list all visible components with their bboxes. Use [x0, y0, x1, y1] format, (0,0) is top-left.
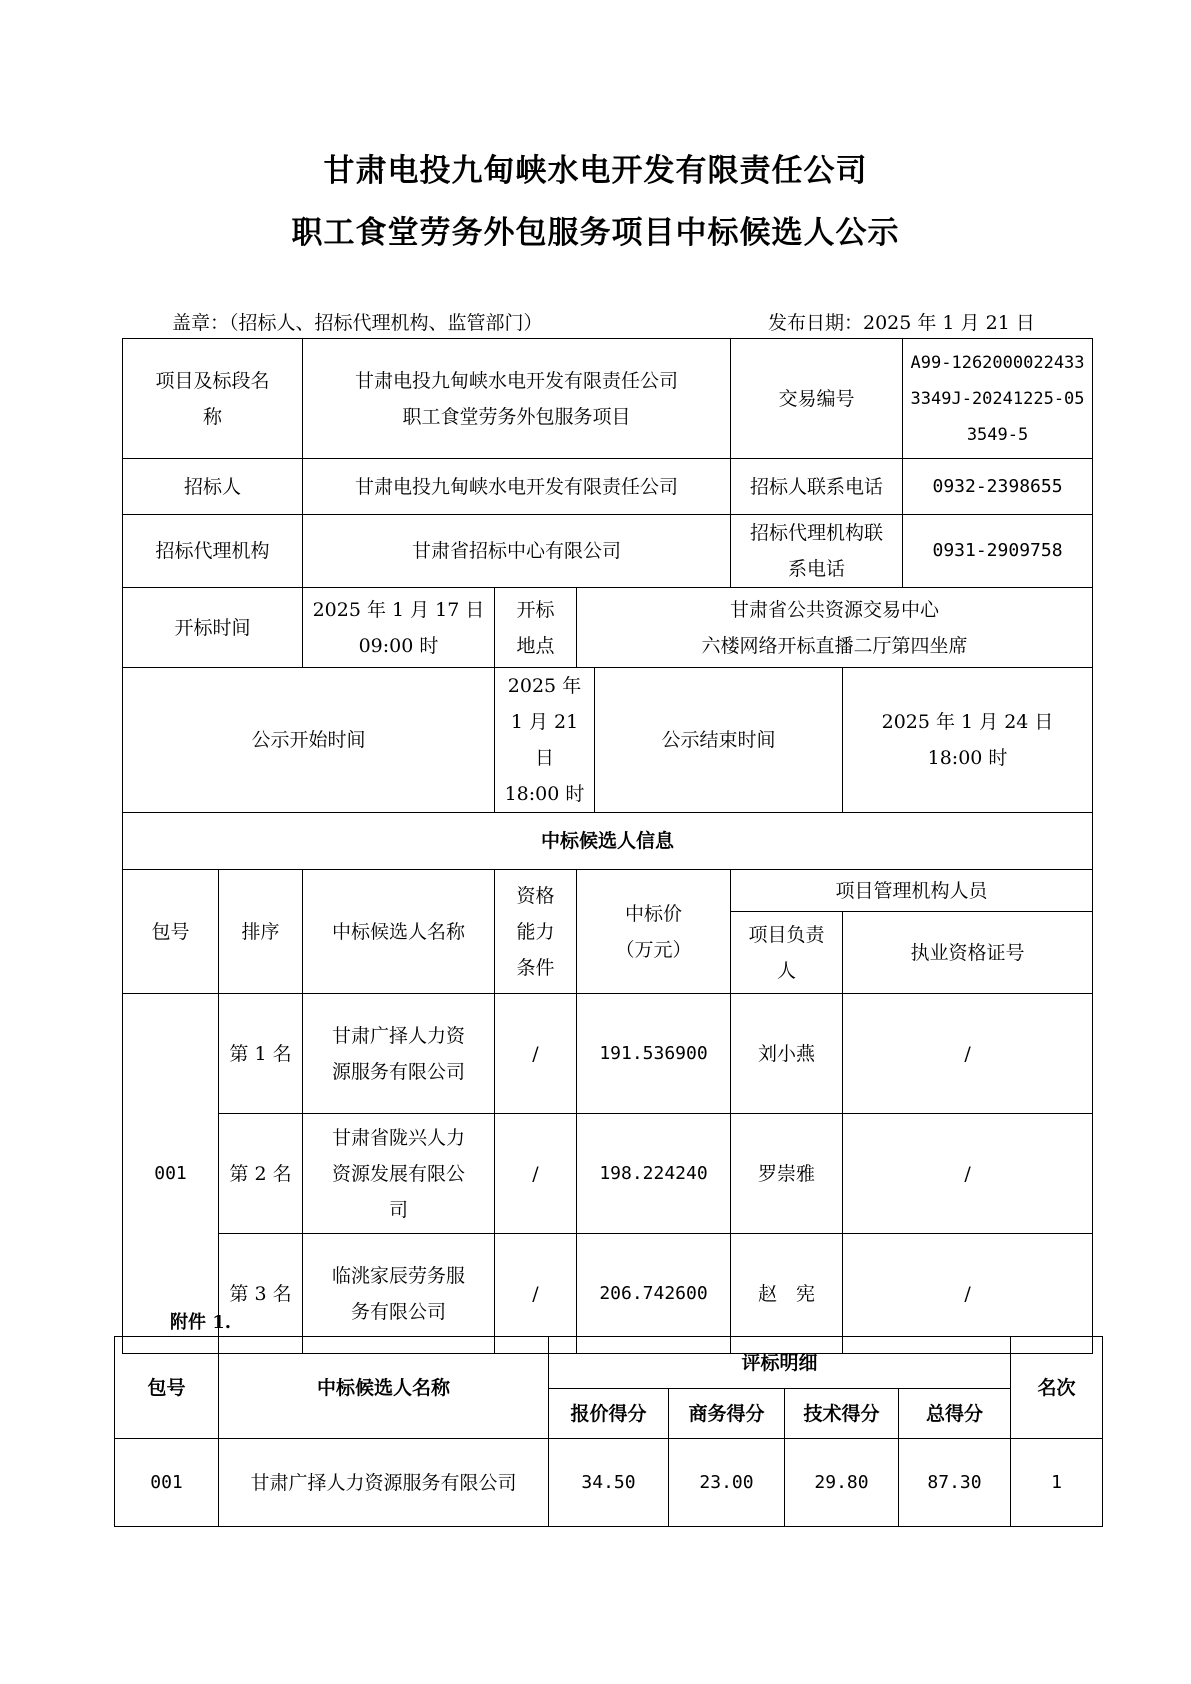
col-rank: 排序	[219, 870, 303, 994]
pub-start: 2025 年 1 月 21 日 18:00 时	[495, 668, 595, 813]
col-price: 中标价 （万元）	[577, 870, 731, 994]
tenderer: 甘肃电投九甸峡水电开发有限责任公司	[303, 459, 731, 515]
agency-phone: 0931-2909758	[903, 515, 1093, 588]
pub-end: 2025 年 1 月 24 日 18:00 时	[843, 668, 1093, 813]
cert-no: /	[843, 1114, 1093, 1234]
qualification: /	[495, 994, 577, 1114]
rank: 第 1 名	[219, 994, 303, 1114]
project-name: 甘肃电投九甸峡水电开发有限责任公司 职工食堂劳务外包服务项目	[303, 339, 731, 459]
att-col-detail: 评标明细	[549, 1337, 1011, 1389]
rank: 第 2 名	[219, 1114, 303, 1234]
att-package: 001	[115, 1439, 219, 1527]
trade-no: A99-12620000224333349J-20241225-053549-5	[903, 339, 1093, 459]
att-price-score: 34.50	[549, 1439, 669, 1527]
package-no: 001	[123, 994, 219, 1354]
cert-no: /	[843, 994, 1093, 1114]
trade-no-label: 交易编号	[731, 339, 903, 459]
project-label: 项目及标段名称	[123, 339, 303, 459]
att-business: 23.00	[669, 1439, 785, 1527]
open-time-label: 开标时间	[123, 588, 303, 668]
candidate-name: 临洮家辰劳务服务有限公司	[303, 1234, 495, 1354]
open-time: 2025 年 1 月 17 日 09:00 时	[303, 588, 495, 668]
open-place: 甘肃省公共资源交易中心 六楼网络开标直播二厅第四坐席	[577, 588, 1093, 668]
bid-price: 198.224240	[577, 1114, 731, 1234]
candidate-name: 甘肃广择人力资源服务有限公司	[303, 994, 495, 1114]
stamp-label: 盖章：（招标人、招标代理机构、监管部门）	[172, 312, 543, 334]
att-col-name: 中标候选人名称	[219, 1337, 549, 1439]
att-col-business: 商务得分	[669, 1389, 785, 1439]
qualification: /	[495, 1114, 577, 1234]
att-col-package: 包号	[115, 1337, 219, 1439]
col-leader: 项目负责人	[731, 912, 843, 994]
att-name: 甘肃广择人力资源服务有限公司	[219, 1439, 549, 1527]
table-row	[115, 1439, 1103, 1527]
col-cert: 执业资格证号	[843, 912, 1093, 994]
att-col-rank: 名次	[1011, 1337, 1103, 1439]
col-qual: 资格能力条件	[495, 870, 577, 994]
tenderer-phone-label: 招标人联系电话	[731, 459, 903, 515]
open-place-label: 开标地点	[495, 588, 577, 668]
col-package: 包号	[123, 870, 219, 994]
pub-start-label: 公示开始时间	[123, 668, 495, 813]
att-tech: 29.80	[785, 1439, 899, 1527]
rank: 第 3 名	[219, 1234, 303, 1354]
table-row	[123, 1114, 1093, 1234]
candidates-header: 中标候选人信息	[123, 813, 1093, 870]
attachment-label: 附件 1.	[170, 1312, 232, 1333]
project-leader: 赵 宪	[731, 1234, 843, 1354]
candidate-name: 甘肃省陇兴人力资源发展有限公司	[303, 1114, 495, 1234]
att-total: 87.30	[899, 1439, 1011, 1527]
agency: 甘肃省招标中心有限公司	[303, 515, 731, 588]
att-col-total: 总得分	[899, 1389, 1011, 1439]
col-name: 中标候选人名称	[303, 870, 495, 994]
page-title-line2: 职工食堂劳务外包服务项目中标候选人公示	[291, 215, 900, 251]
attachment-score-table	[114, 1336, 1103, 1527]
project-leader: 罗崇雅	[731, 1114, 843, 1234]
agency-label: 招标代理机构	[123, 515, 303, 588]
bid-price: 206.742600	[577, 1234, 731, 1354]
table-row	[123, 994, 1093, 1114]
col-mgmt: 项目管理机构人员	[731, 870, 1093, 912]
cert-no: /	[843, 1234, 1093, 1354]
project-leader: 刘小燕	[731, 994, 843, 1114]
bid-price: 191.536900	[577, 994, 731, 1114]
att-rank: 1	[1011, 1439, 1103, 1527]
publish-date: 发布日期：2025 年 1 月 21 日	[768, 312, 1035, 334]
pub-end-label: 公示结束时间	[595, 668, 843, 813]
agency-phone-label: 招标代理机构联系电话	[731, 515, 903, 588]
candidate-announcement-table	[122, 338, 1093, 1354]
att-col-tech: 技术得分	[785, 1389, 899, 1439]
tenderer-label: 招标人	[123, 459, 303, 515]
page-title-line1: 甘肃电投九甸峡水电开发有限责任公司	[323, 153, 868, 189]
qualification: /	[495, 1234, 577, 1354]
att-col-price-score: 报价得分	[549, 1389, 669, 1439]
tenderer-phone: 0932-2398655	[903, 459, 1093, 515]
